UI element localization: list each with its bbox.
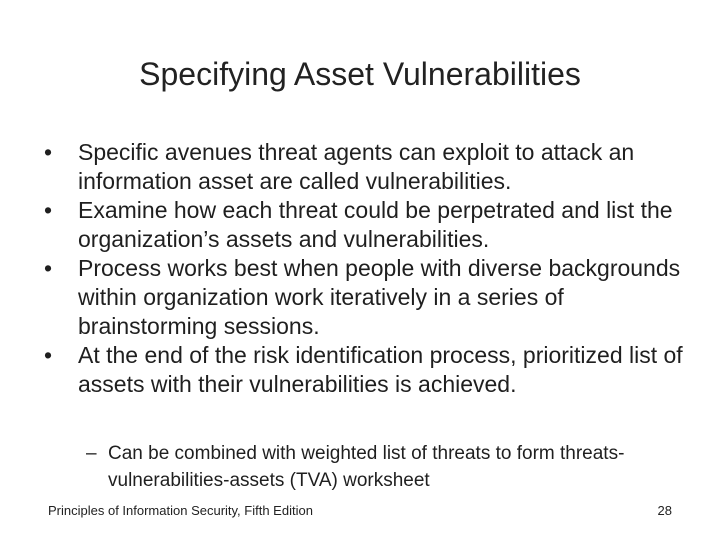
- bullet-icon: •: [44, 255, 53, 281]
- bullet-list: [44, 138, 704, 399]
- bullet-icon: •: [44, 342, 53, 368]
- footer-text: Principles of Information Security, Fifth Edition: [48, 503, 313, 518]
- slide-title: Specifying Asset Vulnerabilities: [139, 56, 581, 92]
- dash-icon: –: [86, 443, 97, 464]
- bullet-item: [44, 196, 704, 254]
- bullet-text: Examine how each threat could be perpetrated and list the organization’s assets and vulnerabilities.: [78, 197, 673, 252]
- bullet-icon: •: [44, 139, 53, 165]
- page-number: 28: [657, 503, 672, 518]
- bullet-item: [44, 341, 704, 399]
- bullet-item: [44, 138, 704, 196]
- bullet-text: At the end of the risk identification process, prioritized list of assets with their vulnerabilities is achieved.: [78, 342, 683, 397]
- bullet-text: Specific avenues threat agents can exploit to attack an information asset are called vulnerabilities.: [78, 139, 635, 194]
- sub-bullet-list: [86, 440, 686, 494]
- bullet-text: Process works best when people with diverse backgrounds within organization work iteratively in a series of brainstorming sessions.: [78, 255, 681, 339]
- bullet-icon: •: [44, 197, 53, 223]
- sub-bullet-text: Can be combined with weighted list of threats to form threats-vulnerabilities-assets (TVA) worksheet: [108, 443, 625, 491]
- bullet-item: [44, 254, 704, 341]
- sub-bullet-item: [86, 440, 686, 494]
